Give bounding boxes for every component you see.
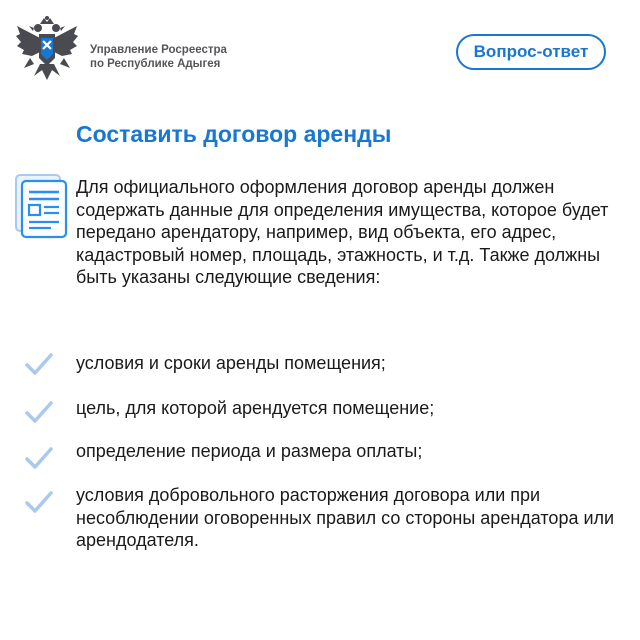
checkmark-icon [25, 400, 53, 424]
list-item-text: условия и сроки аренды помещения; [76, 353, 386, 373]
page-title: Составить договор аренды [76, 121, 392, 147]
org-name-line1: Управление Росреестра [90, 44, 227, 56]
checkmark-icon [25, 446, 53, 470]
checkmark-icon [25, 352, 53, 376]
checkmark-icon [25, 490, 53, 514]
list-item-text: условия добровольного расторжения договора или при несоблюдении оговоренных правил со стороны арендатора или арендодателя. [76, 485, 615, 551]
list-item-text: определение периода и размера оплаты; [76, 441, 423, 461]
intro-paragraph: Для официального оформления договор аренды должен содержать данные для определения имущества, которое будет передано арендатору, например, вид объекта, его адрес, кадастровый номер, площадь, этажность, и т.д. Также должны быть указаны следующие сведения: [76, 177, 609, 288]
org-name-line2: по Республике Адыгея [90, 58, 221, 70]
list-item-text: цель, для которой арендуется помещение; [76, 398, 435, 418]
qa-badge[interactable]: Вопрос-ответ [456, 34, 606, 70]
